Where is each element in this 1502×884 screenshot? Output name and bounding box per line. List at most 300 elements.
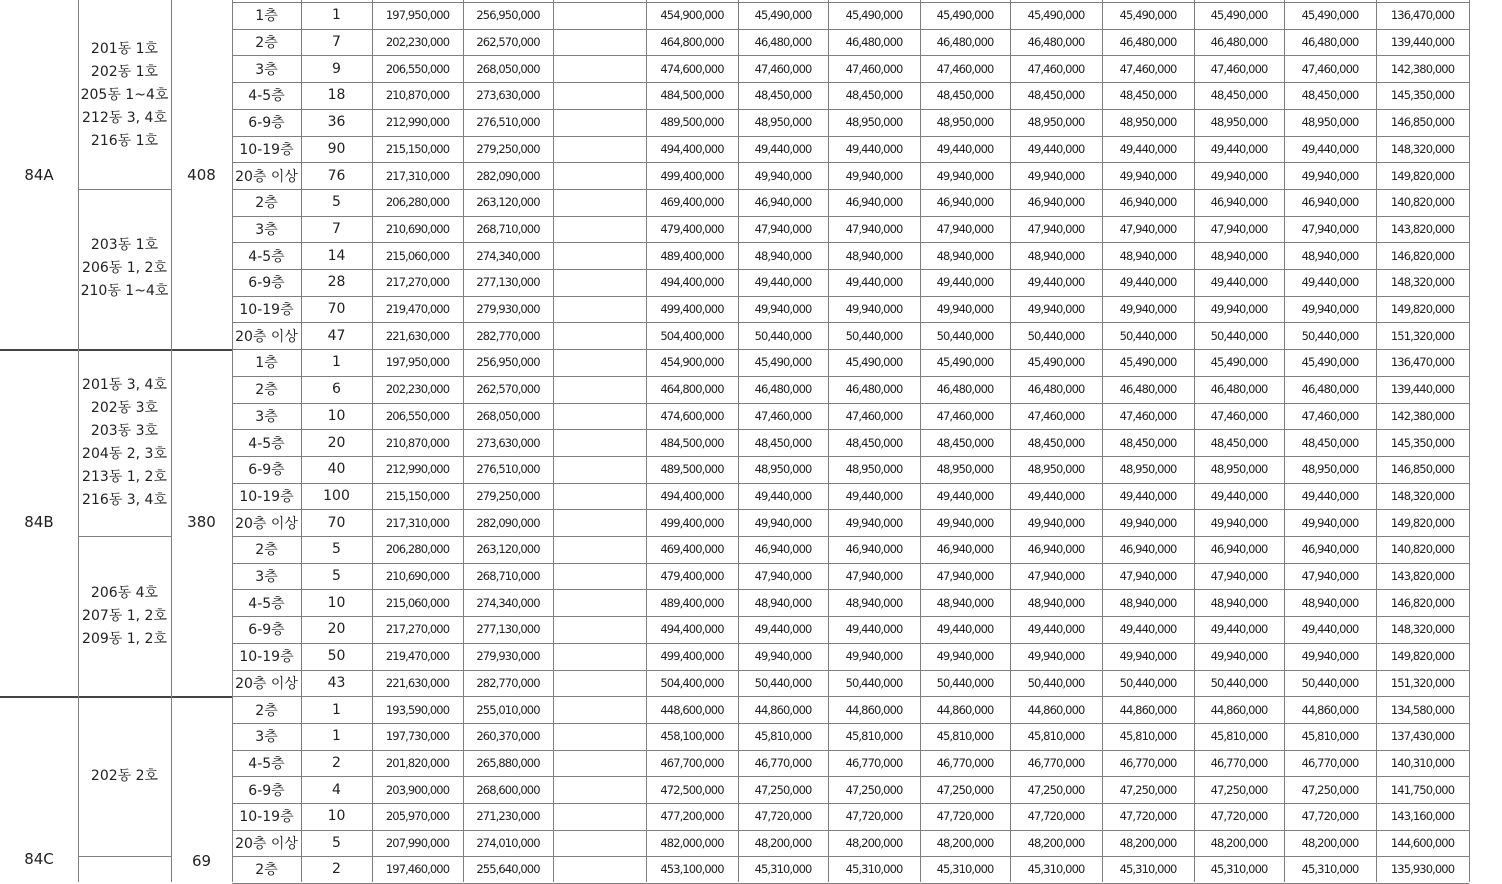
price-cell: 47,460,000 [1119, 408, 1177, 423]
price-cell: 47,940,000 [1027, 221, 1085, 236]
price-cell: 47,940,000 [1210, 569, 1268, 584]
price-cell: 46,940,000 [1119, 195, 1177, 210]
price-cell: 45,490,000 [1210, 8, 1268, 23]
price-cell: 49,440,000 [1119, 622, 1177, 637]
price-cell: 469,400,000 [660, 195, 724, 210]
price-cell: 46,940,000 [1027, 542, 1085, 557]
floor-cell: 2층 [255, 195, 278, 212]
price-cell: 44,860,000 [936, 702, 994, 717]
price-cell: 48,450,000 [1210, 88, 1268, 103]
price-cell: 202,230,000 [385, 382, 450, 397]
price-cell: 45,810,000 [1301, 729, 1359, 744]
floor-cell: 4-5층 [248, 248, 285, 265]
price-cell: 44,860,000 [1210, 702, 1268, 717]
price-cell: 45,490,000 [936, 8, 994, 23]
price-cell: 48,450,000 [845, 88, 903, 103]
price-cell: 45,490,000 [936, 355, 994, 370]
unit-count-cell: 76 [327, 167, 346, 184]
price-cell: 47,720,000 [1210, 809, 1268, 824]
price-cell: 50,440,000 [1210, 675, 1268, 690]
unit-label: 203동 3호 [90, 422, 159, 439]
floor-cell: 10-19층 [239, 649, 294, 666]
price-cell: 48,940,000 [1301, 595, 1359, 610]
price-cell: 46,480,000 [845, 382, 903, 397]
price-cell: 265,880,000 [476, 755, 540, 770]
price-cell: 499,400,000 [660, 168, 724, 183]
price-cell: 45,490,000 [845, 8, 903, 23]
price-cell: 46,480,000 [1119, 35, 1177, 50]
unit-count-cell: 1 [332, 701, 341, 718]
price-cell: 458,100,000 [660, 729, 724, 744]
floor-cell: 3층 [255, 221, 278, 238]
price-cell: 49,940,000 [754, 649, 812, 664]
price-cell: 504,400,000 [660, 675, 724, 690]
price-cell: 46,940,000 [1119, 542, 1177, 557]
price-cell: 48,200,000 [1027, 836, 1085, 851]
price-cell: 47,940,000 [1027, 569, 1085, 584]
price-cell: 504,400,000 [660, 328, 724, 343]
price-cell: 49,440,000 [1210, 275, 1268, 290]
price-cell: 46,940,000 [936, 195, 994, 210]
price-cell: 279,250,000 [476, 488, 540, 503]
price-cell: 494,400,000 [660, 141, 724, 156]
price-cell: 49,440,000 [1210, 488, 1268, 503]
price-cell: 215,150,000 [385, 141, 450, 156]
price-cell: 49,440,000 [754, 275, 812, 290]
price-cell: 49,440,000 [1301, 622, 1359, 637]
price-cell: 47,460,000 [936, 408, 994, 423]
price-cell: 49,940,000 [845, 168, 903, 183]
unit-count-cell: 14 [327, 247, 346, 264]
price-cell: 46,480,000 [1301, 382, 1359, 397]
price-cell: 45,310,000 [936, 862, 994, 877]
price-cell: 469,400,000 [660, 542, 724, 557]
total-count-cell: 380 [187, 512, 216, 531]
price-cell: 49,440,000 [754, 622, 812, 637]
price-cell: 474,600,000 [660, 61, 724, 76]
floor-cell: 10-19층 [239, 809, 294, 826]
unit-label: 216동 3, 4호 [82, 491, 167, 508]
price-cell: 48,950,000 [1027, 115, 1085, 130]
price-cell: 139,440,000 [1390, 382, 1455, 397]
price-cell: 144,600,000 [1390, 836, 1455, 851]
price-cell: 140,310,000 [1390, 755, 1455, 770]
unit-label: 202동 2호 [90, 767, 159, 784]
price-cell: 137,430,000 [1390, 729, 1455, 744]
price-cell: 48,940,000 [1210, 248, 1268, 263]
price-cell: 50,440,000 [1119, 675, 1177, 690]
price-cell: 212,990,000 [385, 462, 450, 477]
price-cell: 50,440,000 [1301, 328, 1359, 343]
price-cell: 45,310,000 [845, 862, 903, 877]
unit-count-cell: 2 [332, 754, 341, 771]
price-cell: 48,200,000 [754, 836, 812, 851]
price-cell: 45,490,000 [754, 8, 812, 23]
price-cell: 48,450,000 [1119, 435, 1177, 450]
price-cell: 48,940,000 [1301, 248, 1359, 263]
price-cell: 136,470,000 [1390, 8, 1455, 23]
price-cell: 268,710,000 [476, 569, 540, 584]
unit-count-cell: 70 [327, 514, 346, 531]
price-cell: 46,940,000 [1301, 195, 1359, 210]
price-cell: 262,570,000 [476, 382, 540, 397]
price-cell: 48,940,000 [754, 595, 812, 610]
price-cell: 484,500,000 [660, 435, 724, 450]
price-cell: 49,440,000 [1210, 622, 1268, 637]
price-cell: 274,340,000 [476, 248, 540, 263]
unit-label: 216동 1호 [90, 132, 159, 149]
price-cell: 499,400,000 [660, 515, 724, 530]
price-cell: 47,250,000 [936, 782, 994, 797]
price-cell: 45,490,000 [1210, 355, 1268, 370]
unit-count-cell: 5 [332, 194, 341, 211]
price-cell: 197,730,000 [385, 729, 450, 744]
table-rule [1469, 0, 1470, 882]
price-cell: 494,400,000 [660, 488, 724, 503]
price-cell: 197,950,000 [385, 355, 450, 370]
price-cell: 47,940,000 [845, 221, 903, 236]
price-cell: 215,060,000 [385, 248, 450, 263]
price-cell: 47,460,000 [1210, 61, 1268, 76]
price-cell: 49,940,000 [1210, 515, 1268, 530]
price-cell: 49,440,000 [1210, 141, 1268, 156]
price-cell: 143,820,000 [1390, 569, 1455, 584]
unit-count-cell: 43 [327, 674, 346, 691]
unit-list-cell [78, 856, 171, 882]
price-cell: 48,940,000 [754, 248, 812, 263]
price-cell: 48,940,000 [936, 248, 994, 263]
price-cell: 49,940,000 [1119, 649, 1177, 664]
price-cell: 49,940,000 [936, 649, 994, 664]
price-cell: 49,940,000 [1301, 649, 1359, 664]
price-cell: 49,440,000 [1301, 488, 1359, 503]
price-cell: 210,690,000 [385, 569, 450, 584]
price-cell: 149,820,000 [1390, 649, 1455, 664]
price-cell: 149,820,000 [1390, 515, 1455, 530]
floor-cell: 2층 [255, 35, 278, 52]
price-cell: 193,590,000 [385, 702, 450, 717]
price-cell: 482,000,000 [660, 836, 724, 851]
price-cell: 49,440,000 [845, 488, 903, 503]
unit-list-cell [78, 349, 171, 536]
price-cell: 47,250,000 [1027, 782, 1085, 797]
unit-count-cell: 40 [327, 461, 346, 478]
unit-count-cell: 20 [327, 621, 346, 638]
price-cell: 48,450,000 [754, 435, 812, 450]
type-cell: 84A [24, 165, 54, 184]
price-cell: 47,460,000 [845, 61, 903, 76]
price-cell: 499,400,000 [660, 649, 724, 664]
table-rule [78, 536, 171, 537]
price-cell: 48,450,000 [936, 435, 994, 450]
price-cell: 212,990,000 [385, 115, 450, 130]
floor-cell: 3층 [255, 729, 278, 746]
table-rule [232, 0, 233, 882]
price-cell: 48,940,000 [1210, 595, 1268, 610]
price-cell: 46,480,000 [936, 35, 994, 50]
floor-cell: 3층 [255, 61, 278, 78]
unit-count-cell: 1 [332, 728, 341, 745]
price-cell: 47,460,000 [754, 61, 812, 76]
table-rule [1010, 0, 1011, 882]
price-cell: 217,310,000 [385, 168, 450, 183]
price-cell: 268,710,000 [476, 221, 540, 236]
unit-count-cell: 90 [327, 140, 346, 157]
table-rule [1194, 0, 1195, 882]
floor-cell: 1층 [255, 355, 278, 372]
price-cell: 47,720,000 [1119, 809, 1177, 824]
price-cell: 464,800,000 [660, 382, 724, 397]
price-cell: 45,490,000 [845, 355, 903, 370]
price-cell: 146,850,000 [1390, 115, 1455, 130]
price-cell: 282,770,000 [476, 328, 540, 343]
price-cell: 46,940,000 [754, 195, 812, 210]
price-cell: 49,440,000 [936, 141, 994, 156]
unit-count-cell: 4 [332, 781, 341, 798]
price-cell: 276,510,000 [476, 115, 540, 130]
price-cell: 263,120,000 [476, 542, 540, 557]
floor-cell: 2층 [255, 862, 278, 879]
price-cell: 46,770,000 [1301, 755, 1359, 770]
price-cell: 48,950,000 [936, 462, 994, 477]
price-cell: 279,930,000 [476, 649, 540, 664]
price-cell: 277,130,000 [476, 622, 540, 637]
price-cell: 48,940,000 [1119, 248, 1177, 263]
price-cell: 47,940,000 [1119, 221, 1177, 236]
price-cell: 489,500,000 [660, 115, 724, 130]
floor-cell: 20층 이상 [235, 328, 298, 345]
type-cell: 84B [24, 512, 54, 531]
unit-count-cell: 5 [332, 541, 341, 558]
price-cell: 135,930,000 [1390, 862, 1455, 877]
table-rule [553, 0, 554, 882]
total-count-cell: 408 [187, 165, 216, 184]
price-cell: 46,770,000 [845, 755, 903, 770]
floor-cell: 6-9층 [248, 622, 285, 639]
price-cell: 49,440,000 [936, 622, 994, 637]
price-cell: 256,950,000 [476, 355, 540, 370]
unit-label: 212동 3, 4호 [82, 109, 167, 126]
table-rule [463, 0, 464, 882]
floor-cell: 10-19층 [239, 488, 294, 505]
price-cell: 46,480,000 [1027, 35, 1085, 50]
price-cell: 50,440,000 [1027, 675, 1085, 690]
table-rule [920, 0, 921, 882]
floor-cell: 4-5층 [248, 595, 285, 612]
price-cell: 197,460,000 [385, 862, 450, 877]
floor-cell: 6-9층 [248, 462, 285, 479]
price-cell: 48,950,000 [1027, 462, 1085, 477]
price-cell: 45,310,000 [754, 862, 812, 877]
price-cell: 151,320,000 [1390, 328, 1455, 343]
price-cell: 47,460,000 [1301, 61, 1359, 76]
price-cell: 149,820,000 [1390, 302, 1455, 317]
price-cell: 48,950,000 [1301, 115, 1359, 130]
price-cell: 282,090,000 [476, 515, 540, 530]
price-cell: 262,570,000 [476, 35, 540, 50]
unit-count-cell: 47 [327, 327, 346, 344]
price-cell: 48,200,000 [845, 836, 903, 851]
price-cell: 48,200,000 [936, 836, 994, 851]
price-cell: 47,250,000 [754, 782, 812, 797]
price-cell: 46,940,000 [1027, 195, 1085, 210]
price-cell: 453,100,000 [660, 862, 724, 877]
price-cell: 206,280,000 [385, 195, 450, 210]
price-cell: 45,490,000 [1119, 355, 1177, 370]
price-cell: 219,470,000 [385, 649, 450, 664]
price-cell: 49,440,000 [1027, 622, 1085, 637]
price-cell: 47,940,000 [936, 569, 994, 584]
price-cell: 45,810,000 [1027, 729, 1085, 744]
price-cell: 49,940,000 [1210, 649, 1268, 664]
price-cell: 48,450,000 [1301, 435, 1359, 450]
price-cell: 45,490,000 [1027, 8, 1085, 23]
price-cell: 45,490,000 [1119, 8, 1177, 23]
unit-count-cell: 28 [327, 274, 346, 291]
type-cell: 84C [24, 849, 54, 868]
unit-label: 203동 1호 [90, 237, 159, 254]
price-cell: 197,950,000 [385, 8, 450, 23]
price-cell: 206,550,000 [385, 408, 450, 423]
price-cell: 46,480,000 [1210, 35, 1268, 50]
price-cell: 46,480,000 [936, 382, 994, 397]
price-cell: 48,940,000 [1119, 595, 1177, 610]
price-cell: 489,400,000 [660, 248, 724, 263]
price-cell: 49,940,000 [1027, 649, 1085, 664]
price-cell: 146,820,000 [1390, 248, 1455, 263]
table-rule [738, 0, 739, 882]
price-cell: 46,940,000 [936, 542, 994, 557]
unit-count-cell: 1 [332, 354, 341, 371]
price-cell: 46,770,000 [1027, 755, 1085, 770]
price-cell: 49,940,000 [1301, 515, 1359, 530]
price-cell: 148,320,000 [1390, 275, 1455, 290]
unit-count-cell: 10 [327, 407, 346, 424]
price-cell: 45,490,000 [1301, 8, 1359, 23]
floor-cell: 6-9층 [248, 275, 285, 292]
unit-list-cell [78, 536, 171, 696]
price-cell: 47,460,000 [1027, 61, 1085, 76]
price-cell: 489,500,000 [660, 462, 724, 477]
price-cell: 48,450,000 [1119, 88, 1177, 103]
unit-list-cell [78, 2, 171, 189]
floor-cell: 20층 이상 [235, 168, 298, 185]
price-cell: 49,440,000 [1119, 141, 1177, 156]
floor-cell: 10-19층 [239, 302, 294, 319]
price-cell: 134,580,000 [1390, 702, 1455, 717]
price-cell: 47,460,000 [1301, 408, 1359, 423]
price-cell: 221,630,000 [385, 675, 450, 690]
unit-count-cell: 5 [332, 568, 341, 585]
price-cell: 49,940,000 [754, 168, 812, 183]
price-cell: 50,440,000 [754, 675, 812, 690]
price-cell: 448,600,000 [660, 702, 724, 717]
unit-label: 207동 1, 2호 [82, 607, 167, 624]
price-cell: 46,770,000 [1119, 755, 1177, 770]
price-cell: 47,250,000 [845, 782, 903, 797]
price-cell: 50,440,000 [936, 675, 994, 690]
price-cell: 47,460,000 [1027, 408, 1085, 423]
floor-cell: 4-5층 [248, 435, 285, 452]
price-cell: 467,700,000 [660, 755, 724, 770]
price-cell: 46,480,000 [754, 35, 812, 50]
price-cell: 49,440,000 [1301, 275, 1359, 290]
price-cell: 149,820,000 [1390, 168, 1455, 183]
price-cell: 263,120,000 [476, 195, 540, 210]
price-cell: 47,940,000 [845, 569, 903, 584]
price-cell: 142,380,000 [1390, 408, 1455, 423]
price-cell: 210,870,000 [385, 435, 450, 450]
price-cell: 210,690,000 [385, 221, 450, 236]
price-cell: 49,440,000 [845, 141, 903, 156]
floor-cell: 10-19층 [239, 141, 294, 158]
price-cell: 49,940,000 [1027, 168, 1085, 183]
table-rule [78, 856, 171, 857]
price-cell: 282,770,000 [476, 675, 540, 690]
table-rule [372, 0, 373, 882]
price-cell: 47,940,000 [1301, 221, 1359, 236]
unit-label: 205동 1~4호 [80, 86, 169, 103]
price-cell: 47,940,000 [1210, 221, 1268, 236]
price-cell: 47,720,000 [845, 809, 903, 824]
unit-count-cell: 2 [332, 861, 341, 878]
unit-count-cell: 100 [323, 487, 350, 504]
price-cell: 49,940,000 [936, 302, 994, 317]
price-cell: 48,950,000 [1119, 115, 1177, 130]
price-cell: 46,940,000 [1301, 542, 1359, 557]
price-cell: 140,820,000 [1390, 195, 1455, 210]
price-cell: 49,440,000 [845, 275, 903, 290]
price-cell: 255,640,000 [476, 862, 540, 877]
price-cell: 47,460,000 [1210, 408, 1268, 423]
price-cell: 255,010,000 [476, 702, 540, 717]
price-cell: 146,820,000 [1390, 595, 1455, 610]
unit-count-cell: 20 [327, 434, 346, 451]
price-cell: 46,480,000 [754, 382, 812, 397]
price-cell: 47,720,000 [1301, 809, 1359, 824]
floor-cell: 6-9층 [248, 115, 285, 132]
price-cell: 47,940,000 [1301, 569, 1359, 584]
unit-count-cell: 18 [327, 87, 346, 104]
floor-cell: 20층 이상 [235, 515, 298, 532]
price-cell: 48,200,000 [1301, 836, 1359, 851]
price-cell: 145,350,000 [1390, 88, 1455, 103]
table-rule [78, 0, 79, 882]
price-cell: 148,320,000 [1390, 622, 1455, 637]
price-cell: 47,460,000 [845, 408, 903, 423]
price-cell: 48,940,000 [845, 595, 903, 610]
price-cell: 48,940,000 [936, 595, 994, 610]
price-cell: 256,950,000 [476, 8, 540, 23]
price-cell: 207,990,000 [385, 836, 450, 851]
unit-count-cell: 5 [332, 835, 341, 852]
price-cell: 279,930,000 [476, 302, 540, 317]
price-cell: 279,250,000 [476, 141, 540, 156]
price-cell: 48,450,000 [1027, 435, 1085, 450]
price-cell: 47,250,000 [1210, 782, 1268, 797]
price-cell: 50,440,000 [754, 328, 812, 343]
price-cell: 206,550,000 [385, 61, 450, 76]
price-cell: 44,860,000 [754, 702, 812, 717]
price-cell: 484,500,000 [660, 88, 724, 103]
price-cell: 49,440,000 [1119, 275, 1177, 290]
price-cell: 282,090,000 [476, 168, 540, 183]
unit-count-cell: 10 [327, 808, 346, 825]
price-cell: 48,950,000 [845, 115, 903, 130]
price-cell: 50,440,000 [1119, 328, 1177, 343]
price-cell: 49,940,000 [1027, 302, 1085, 317]
price-cell: 46,940,000 [845, 195, 903, 210]
